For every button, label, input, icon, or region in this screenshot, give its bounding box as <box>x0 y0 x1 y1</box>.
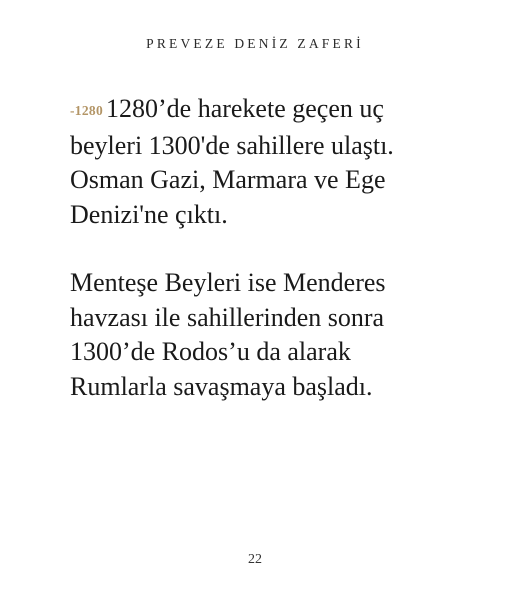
paragraph-2-line-1: Menteşe Beyleri ise Menderes <box>70 268 386 297</box>
page-number: 22 <box>248 552 262 567</box>
paragraph-1-line-4: Denizi'ne çıktı. <box>70 199 228 229</box>
paragraph-1-line-1-text: 1280’de harekete geçen uç <box>106 94 384 123</box>
running-header: PREVEZE DENİZ ZAFERİ <box>146 36 364 51</box>
margin-year-note: -1280 <box>70 103 103 118</box>
paragraph-1-line-3: Osman Gazi, Marmara ve Ege <box>70 165 386 194</box>
paragraph-1-line-2: beyleri 1300'de sahillere ulaştı. <box>70 130 394 160</box>
paragraph-1-line-1 <box>70 92 490 129</box>
page-body <box>70 92 490 438</box>
paragraph-2-line-2: havzası ile sahillerinden sonra <box>70 302 385 332</box>
paragraph-2 <box>70 266 490 404</box>
paragraph-1 <box>70 92 490 232</box>
paragraph-2-line-3: 1300’de Rodos’u da alarak <box>70 337 351 366</box>
paragraph-2-line-4: Rumlarla savaşmaya başladı. <box>70 371 373 401</box>
